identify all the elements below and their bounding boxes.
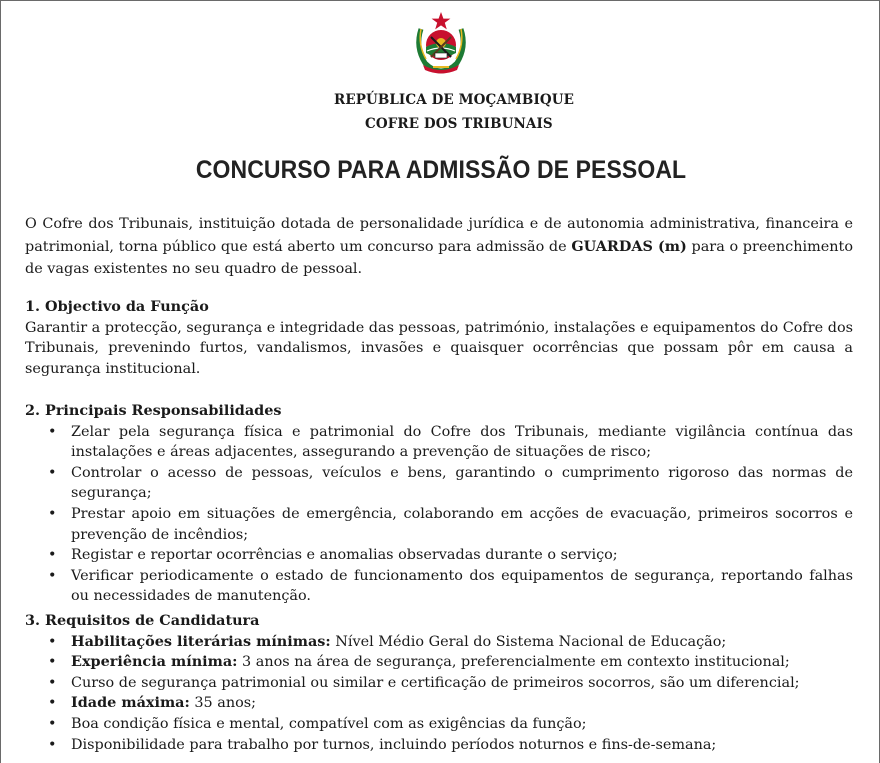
section-requirements-title: 3. Requisitos de Candidatura (25, 612, 260, 629)
list-item-text: 35 anos; (189, 695, 257, 712)
list-item (25, 714, 853, 735)
responsibilities-list (25, 422, 853, 607)
section-requirements (25, 611, 853, 755)
list-item (25, 422, 853, 463)
list-item (25, 652, 853, 673)
requirements-list (25, 632, 853, 756)
list-item-text: Registar e reportar ocorrências e anomalias observadas durante o serviço; (71, 547, 618, 564)
bullet-icon: • (48, 423, 57, 440)
bullet-icon: • (48, 654, 57, 671)
list-item (25, 504, 853, 545)
list-item-text: Zelar pela segurança física e patrimonial do Cofre dos Tribunais, mediante vigilância contínua das instalações e áreas adjacentes, assegurando a prevenção de situações de risco; (71, 423, 853, 461)
list-item-text: Curso de segurança patrimonial ou similar e certificação de primeiros socorros, são um diferencial; (71, 674, 800, 691)
section-responsibilities-title: 2. Principais Responsabilidades (25, 402, 282, 419)
list-item-text: Verificar periodicamente o estado de funcionamento dos equipamentos de segurança, reportando falhas ou necessidades de manutenção. (71, 567, 853, 605)
page-title: CONCURSO PARA ADMISSÃO DE PESSOAL (195, 156, 687, 184)
list-item (25, 693, 853, 714)
list-item (25, 632, 853, 653)
bullet-icon: • (48, 674, 57, 691)
bullet-icon: • (48, 736, 57, 753)
bullet-icon: • (48, 567, 57, 584)
intro-text-bold: GUARDAS (m) (571, 237, 687, 255)
list-item (25, 566, 853, 607)
list-item (25, 735, 853, 756)
list-item-text: Disponibilidade para trabalho por turnos, incluindo períodos noturnos e fins-de-semana; (71, 736, 717, 753)
intro-paragraph (25, 213, 853, 281)
list-item-label: Idade máxima: (71, 694, 190, 712)
bullet-icon: • (48, 547, 57, 564)
bullet-icon: • (48, 505, 57, 522)
list-item-text: 3 anos na área de segurança, preferencialmente em contexto institucional; (237, 654, 790, 671)
list-item-label: Habilitações literárias mínimas: (71, 632, 331, 650)
list-item (25, 673, 853, 694)
section-responsibilities (25, 401, 853, 607)
list-item-label: Experiência mínima: (71, 653, 238, 671)
mozambique-coat-of-arms-icon (411, 9, 471, 75)
intro-text-before: O Cofre dos Tribunais, instituição dotada de personalidade jurídica e de autonomia administrativa, financeira e patrimonial, torna público que está aberto um concurso para admissão de (25, 216, 853, 255)
bullet-icon: • (48, 715, 57, 732)
intro-text-after: para o preenchimento de vagas existentes no seu quadro de pessoal. (25, 238, 853, 278)
list-item-text: Nível Médio Geral do Sistema Nacional de Educação; (330, 633, 727, 650)
section-objective (25, 297, 853, 379)
list-item (25, 463, 853, 504)
section-objective-title: 1. Objectivo da Função (25, 298, 209, 315)
list-item (25, 545, 853, 566)
section-objective-body: Garantir a protecção, segurança e integridade das pessoas, património, instalações e equipamentos do Cofre dos Tribunais, prevenindo furtos, vandalismos, invasões e quaisquer ocorrências que possam pôr em causa a segurança institucional. (25, 319, 853, 377)
bullet-icon: • (48, 633, 57, 650)
header-republic: REPÚBLICA DE MOÇAMBIQUE (334, 92, 574, 108)
bullet-icon: • (48, 464, 57, 481)
list-item-text: Controlar o acesso de pessoas, veículos e bens, garantindo o cumprimento rigoroso das normas de segurança; (71, 464, 853, 502)
list-item-text: Prestar apoio em situações de emergência, colaborando em acções de evacuação, primeiros socorros e prevenção de incêndios; (71, 505, 853, 543)
header-institution: COFRE DOS TRIBUNAIS (365, 116, 553, 132)
list-item-text: Boa condição física e mental, compatível com as exigências da função; (71, 715, 587, 732)
bullet-icon: • (48, 695, 57, 712)
